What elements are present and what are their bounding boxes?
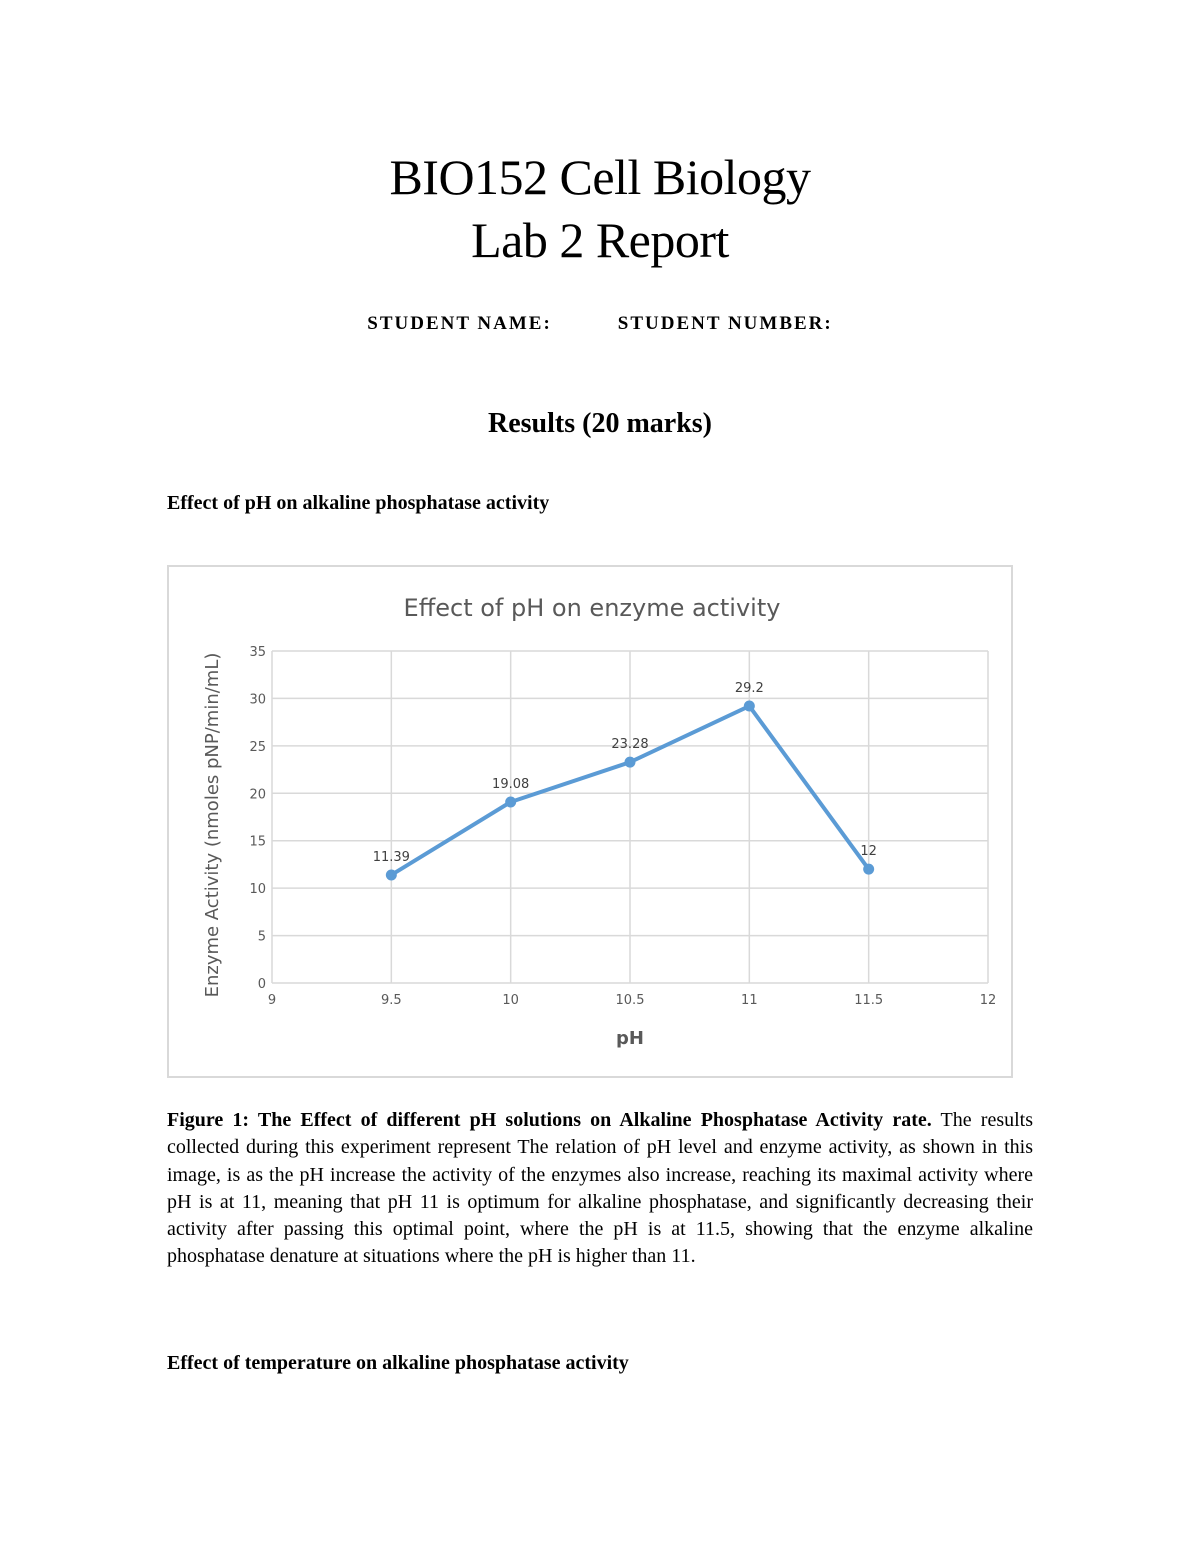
y-tick-label: 0 (257, 977, 266, 992)
data-point (505, 797, 516, 808)
figure-caption-body: The results collected during this experiment represent The relation of pH level and enzyme activity, as shown in this image, is as the pH increase the activity of the enzymes also increase, reaching its maximal activity where pH is at 11, meaning that pH 11 is optimum for alkaline phosphatase, and significantly decreasing their activity after passing this optimal point, where the pH is at 11.5, showing that the enzyme alkaline phosphatase denature at situations where the pH is higher than 11. (167, 1109, 1034, 1268)
y-tick-label: 15 (249, 834, 266, 850)
x-tick-label: 9 (267, 993, 277, 1008)
student-info (0, 313, 1200, 335)
y-tick-label: 25 (249, 739, 266, 755)
data-point (863, 864, 874, 875)
section-heading-ph: Effect of pH on alkaline phosphatase activity (167, 492, 550, 514)
ph-chart-svg (169, 567, 1015, 1080)
y-axis-label: Enzyme Activity (nmoles pNP/min/mL) (202, 652, 223, 998)
x-tick-label: 12 (979, 993, 997, 1008)
x-axis-label: pH (616, 1028, 644, 1049)
student-number-label: STUDENT NUMBER: (617, 313, 833, 334)
results-heading: Results (20 marks) (488, 408, 712, 439)
data-label: 29.2 (734, 681, 764, 697)
x-tick-label: 10 (502, 993, 519, 1008)
figure-caption-title: Figure 1: The Effect of different pH solutions on Alkaline Phosphatase Activity rate. (167, 1109, 932, 1131)
x-tick-label: 9.5 (380, 993, 402, 1008)
data-point (625, 757, 636, 768)
x-tick-label: 11.5 (854, 993, 884, 1008)
chart-title: Effect of pH on enzyme activity (403, 594, 781, 622)
data-point (386, 869, 397, 880)
x-tick-label: 10.5 (615, 993, 645, 1008)
figure-caption (167, 1107, 1033, 1271)
y-tick-label: 10 (249, 882, 266, 898)
ph-chart (167, 565, 1013, 1078)
data-label: 11.39 (372, 849, 410, 865)
data-label: 23.28 (611, 737, 649, 753)
student-name-label: STUDENT NAME: (367, 313, 552, 334)
data-label: 19.08 (492, 777, 530, 793)
report-title-line2: Lab 2 Report (471, 212, 729, 268)
section-heading-temperature: Effect of temperature on alkaline phosphatase activity (167, 1352, 629, 1374)
report-title-line1: BIO152 Cell Biology (389, 149, 811, 205)
y-tick-label: 35 (249, 645, 266, 660)
y-tick-label: 5 (257, 929, 266, 945)
x-tick-label: 11 (741, 993, 758, 1008)
y-tick-label: 20 (249, 787, 266, 803)
data-point (744, 701, 755, 712)
data-label: 12 (860, 844, 877, 860)
y-tick-label: 30 (249, 692, 266, 708)
